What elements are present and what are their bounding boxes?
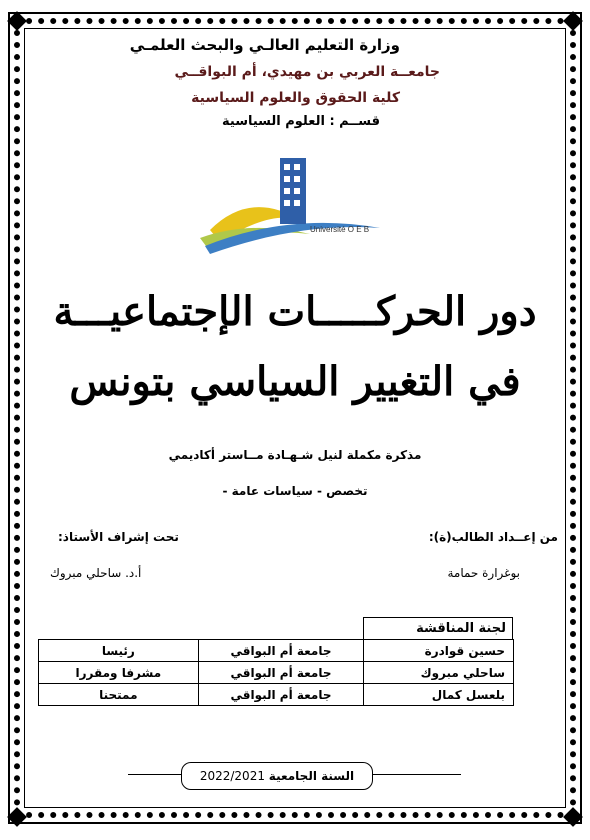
department-name: قســم : العلوم السياسية [222, 114, 380, 129]
member-role: مشرفا ومقررا [39, 662, 199, 684]
thesis-title-line2: في التغيير السياسي بتونس [69, 358, 521, 405]
university-name: جامعــة العربي بن مهيدي، أم البواقــي [174, 64, 440, 80]
member-university: جامعة أم البواقي [198, 662, 364, 684]
committee-table [38, 639, 514, 706]
table-row [39, 684, 514, 706]
member-name: ساحلي مبروك [364, 662, 514, 684]
table-row [39, 662, 514, 684]
member-university: جامعة أم البواقي [198, 684, 364, 706]
member-role: رئيسا [39, 640, 199, 662]
logo-caption: Université O E B [310, 225, 370, 234]
ministry-name: وزارة التعليم العالـي والبحث العلمـي [129, 36, 400, 54]
university-logo [190, 150, 390, 260]
student-name: بوغرارة حمامة [447, 566, 520, 580]
member-name: بلعسل كمال [364, 684, 514, 706]
supervisor-label: تحت إشراف الأستاذ: [58, 530, 179, 544]
academic-year-value: 2022/2021 [199, 769, 265, 783]
member-name: حسين قوادرة [364, 640, 514, 662]
supervisor-name: أ.د. ساحلي مبروك [50, 566, 142, 580]
member-role: ممتحنا [39, 684, 199, 706]
logo-building [280, 158, 306, 224]
specialty: تخصص - سياسات عامة - [222, 484, 368, 498]
year-rule-left [128, 774, 181, 775]
committee-title: لجنة المناقشة [363, 617, 513, 639]
member-university: جامعة أم البواقي [198, 640, 364, 662]
table-row [39, 640, 514, 662]
faculty-name: كلية الحقوق والعلوم السياسية [191, 90, 400, 106]
year-rule-right [373, 774, 461, 775]
memo-description: مذكرة مكملة لنيل شـهـادة مــاستر أكاديمي [168, 448, 422, 462]
academic-year-box [181, 762, 373, 790]
student-label: من إعــداد الطالب(ة): [428, 530, 558, 544]
thesis-title-line1: دور الحركـــــات الإجتماعيـــة [53, 288, 537, 335]
academic-year-label: السنة الجامعية [268, 769, 355, 783]
